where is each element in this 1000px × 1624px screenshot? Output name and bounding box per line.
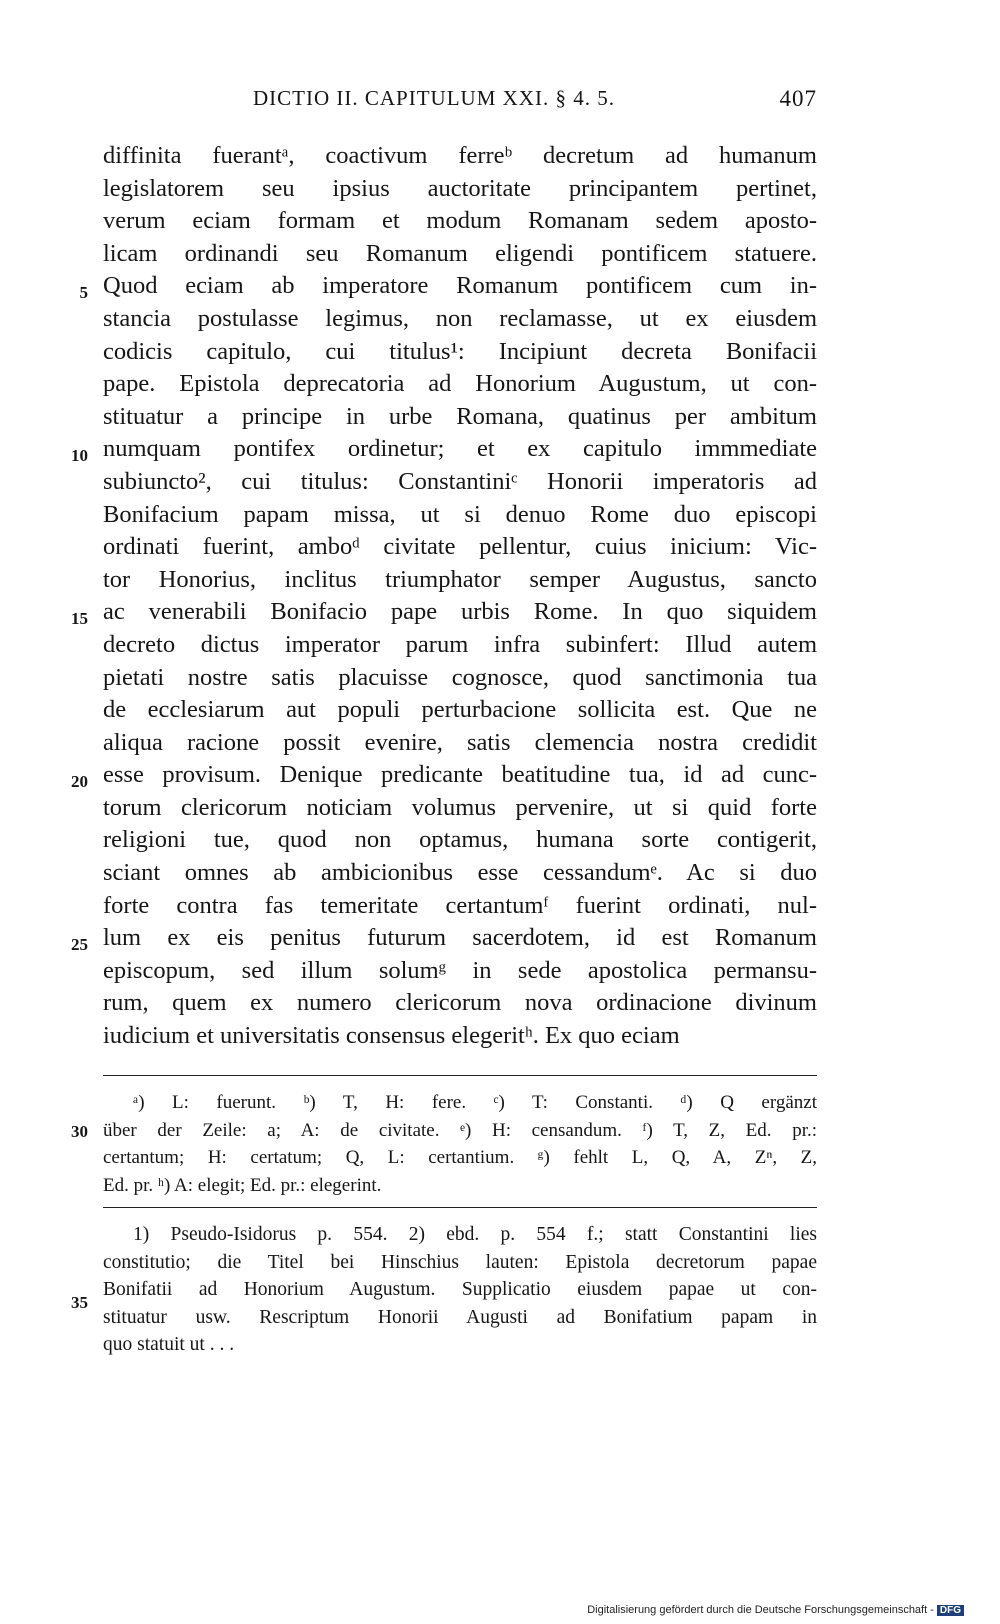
page-header <box>103 86 817 116</box>
apparatus-line: ᵃ) L: fuerunt. ᵇ) T, H: fere. ᶜ) T: Constanti. ᵈ) Q ergänzt <box>133 1092 817 1113</box>
running-head: DICTIO II. CAPITULUM XXI. § 4. 5. <box>253 86 615 110</box>
variant-apparatus <box>103 1089 817 1199</box>
text-line: forte contra fas temeritate certantumᶠ fuerint ordinati, nul- <box>103 891 817 919</box>
digitization-credit <box>587 1604 964 1616</box>
line-number: 15 <box>71 609 88 628</box>
text-line: decreto dictus imperator parum infra subinfert: Illud autem <box>103 630 817 658</box>
text-line: aliqua racione possit evenire, satis clemencia nostra credidit <box>103 728 817 756</box>
apparatus-line: über der Zeile: a; A: de civitate. ᵉ) H: censandum. ᶠ) T, Z, Ed. pr.: <box>103 1119 817 1141</box>
text-line: legislatorem seu ipsius auctoritate principantem pertinet, <box>103 174 817 202</box>
page-number: 407 <box>779 86 817 111</box>
footnote-line: stituatur usw. Rescriptum Honorii Augusti ad Bonifatium papam in <box>103 1306 817 1328</box>
text-line: rum, quem ex numero clericorum nova ordinacione divinum <box>103 989 817 1017</box>
text-line: episcopum, sed illum solumᵍ in sede apostolica permansu- <box>103 956 817 984</box>
text-line: diffinita fuerantᵃ, coactivum ferreᵇ decretum ad humanum <box>103 142 817 169</box>
credit-text: Digitalisierung gefördert durch die Deutsche Forschungsgemeinschaft - <box>587 1604 934 1616</box>
text-line: ordinati fuerint, amboᵈ civitate pellentur, cuius inicium: Vic- <box>103 533 817 561</box>
apparatus-line: Ed. pr. ʰ) A: elegit; Ed. pr.: elegerint. <box>103 1174 382 1196</box>
text-line: torum clericorum noticiam volumus pervenire, ut si quid forte <box>103 793 817 821</box>
line-number: 35 <box>71 1293 88 1312</box>
footnote-divider <box>103 1207 817 1208</box>
footnote-divider <box>103 1075 817 1076</box>
source-footnotes <box>103 1221 817 1359</box>
line-number: 5 <box>79 283 88 302</box>
text-line: stancia postulasse legimus, non reclamasse, ut ex eiusdem <box>103 304 817 332</box>
text-line: pape. Epistola deprecatoria ad Honorium Augustum, ut con- <box>103 370 817 398</box>
footnote-line: quo statuit ut . . . <box>103 1334 235 1355</box>
line-number: 10 <box>71 446 88 465</box>
text-line: lum ex eis penitus futurum sacerdotem, id est Romanum <box>103 924 817 952</box>
main-text <box>103 140 817 1053</box>
text-line: esse provisum. Denique predicante beatitudine tua, id ad cunc- <box>103 761 817 789</box>
text-line: Bonifacium papam missa, ut si denuo Rome duo episcopi <box>103 500 817 528</box>
line-number: 20 <box>71 772 88 791</box>
line-number: 30 <box>71 1122 88 1141</box>
text-line: numquam pontifex ordinetur; et ex capitulo immmediate <box>103 435 817 463</box>
line-number: 25 <box>71 935 88 954</box>
apparatus-line: certantum; H: certatum; Q, L: certantium. ᵍ) fehlt L, Q, A, Zⁿ, Z, <box>103 1147 817 1168</box>
text-line: ac venerabili Bonifacio pape urbis Rome. In quo siquidem <box>103 598 817 626</box>
footnote-line: 1) Pseudo-Isidorus p. 554. 2) ebd. p. 554 f.; statt Constantini lies <box>133 1224 817 1245</box>
text-line: codicis capitulo, cui titulus¹: Incipiunt decreta Bonifacii <box>103 337 817 365</box>
text-line: Quod eciam ab imperatore Romanum pontificem cum in- <box>103 272 817 300</box>
footnote-line: constitutio; die Titel bei Hinschius lauten: Epistola decretorum papae <box>103 1251 817 1273</box>
text-line: licam ordinandi seu Romanum eligendi pontificem statuere. <box>103 239 817 267</box>
dfg-logo: DFG <box>937 1605 964 1616</box>
text-line: iudicium et universitatis consensus elegeritʰ. Ex quo eciam <box>103 1022 680 1050</box>
text-line: religioni tue, quod non optamus, humana sorte contigerit, <box>103 826 817 854</box>
text-line: verum eciam formam et modum Romanam sedem aposto- <box>103 207 817 235</box>
text-line: stituatur a principe in urbe Romana, quatinus per ambitum <box>103 402 817 430</box>
text-line: subiuncto², cui titulus: Constantiniᶜ Honorii imperatoris ad <box>103 467 817 495</box>
footnote-line: Bonifatii ad Honorium Augustum. Supplicatio eiusdem papae ut con- <box>103 1279 817 1300</box>
text-line: pietati nostre satis placuisse cognosce, quod sanctimonia tua <box>103 663 817 691</box>
text-line: tor Honorius, inclitus triumphator semper Augustus, sancto <box>103 565 817 593</box>
text-line: de ecclesiarum aut populi perturbacione sollicita est. Que ne <box>103 696 817 724</box>
text-line: sciant omnes ab ambicionibus esse cessandumᵉ. Ac si duo <box>103 859 817 887</box>
